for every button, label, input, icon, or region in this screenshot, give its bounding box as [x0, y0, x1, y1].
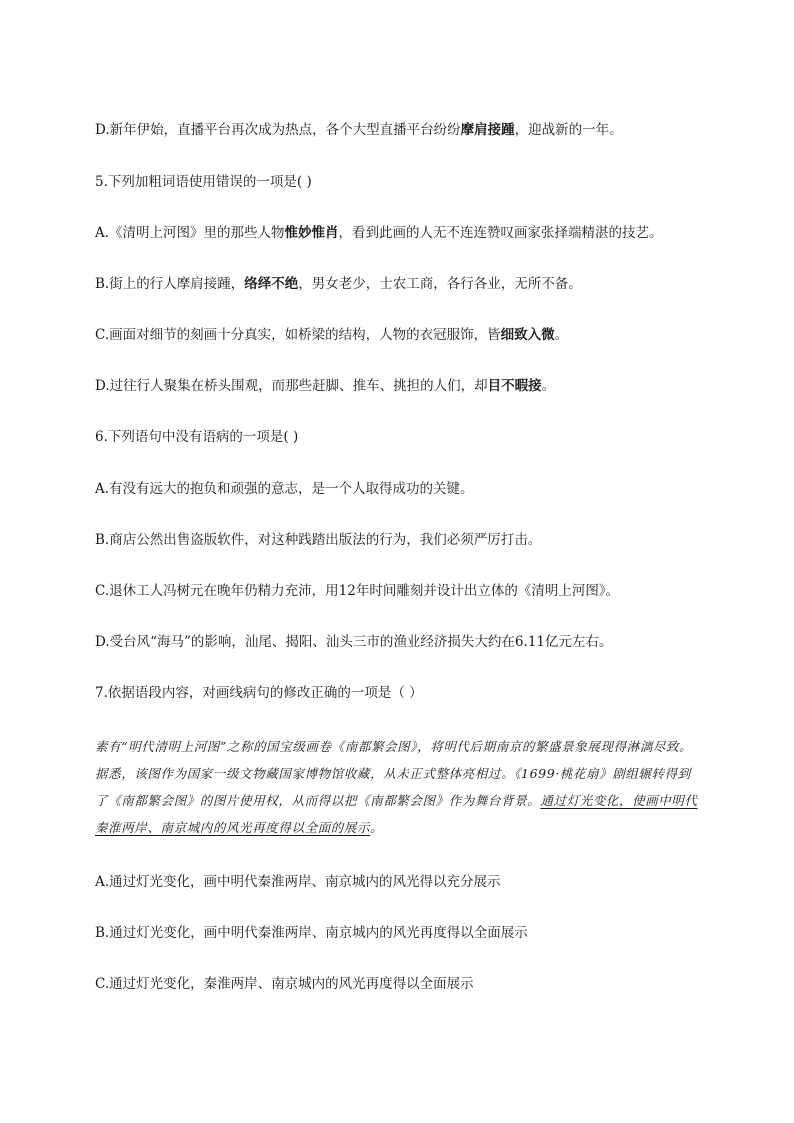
line-text: ，男女老少，士农工商，各行各业，无所不备。	[298, 276, 582, 292]
question-5-option-b	[95, 275, 734, 293]
bold-phrase: 络绎不绝	[244, 276, 299, 292]
line-text: ，迎战新的一年。	[514, 122, 623, 138]
passage-end: 。	[370, 820, 384, 835]
question-7-option-c	[95, 975, 734, 993]
bold-phrase: 惟妙惟肖	[284, 225, 339, 241]
line-text: B.街上的行人摩肩接踵，	[95, 276, 245, 292]
question-6-option-a	[95, 480, 734, 498]
line-text: D.新年伊始，直播平台再次成为热点，各个大型直播平台纷纷	[95, 122, 461, 138]
question-7-option-b	[95, 924, 734, 942]
line-text: C.退休工人冯树元在晚年仍精力充沛，用12年时间雕刻并设计出立体的《清明上河图》。	[95, 583, 620, 599]
line-text: 。	[541, 378, 556, 394]
passage-text: 素有“明代清明上河图”之称的国宝级画卷《南都繁会图》，将明代后期南京的繁盛景象展现得淋漓尽致。据悉，该图作为国家一级文物藏国家博物馆收藏，从未正式整体亮相过。《1699·桃花扇》剧组辗转得到了《南都繁会图》的图片使用权，从而得以把《南都繁会图》作为舞台背景。	[95, 739, 693, 808]
line-text: D.过往行人聚集在桥头围观，而那些赶脚、推车、挑担的人们，却	[95, 378, 488, 394]
line-text: ，看到此画的人无不连连赞叹画家张择端精湛的技艺。	[338, 225, 663, 241]
question-5-option-c	[95, 326, 734, 344]
bold-phrase: 目不暇接	[487, 378, 542, 394]
line-text: 。	[554, 327, 569, 343]
option-text: B.通过灯光变化，画中明代秦淮两岸、南京城内的风光再度得以全面展示	[95, 925, 528, 941]
question-6-stem	[95, 428, 734, 446]
line-text: A.《清明上河图》里的那些人物	[95, 225, 285, 241]
underlined-sentence: 通过灯光变化，使画中明代秦淮两岸、南京城内的风光再度得以全面的展示	[95, 793, 698, 835]
option-text: A.通过灯光变化，画中明代秦淮两岸、南京城内的风光得以充分展示	[95, 874, 501, 890]
line-text: D.受台风“海马”的影响，汕尾、揭阳、汕头三市的渔业经济损失大约在6.11亿元左右。	[95, 634, 613, 650]
line-text: 5.下列加粗词语使用错误的一项是( )	[95, 174, 312, 190]
question-7-stem	[95, 684, 734, 702]
line-text: A.有没有远大的抱负和顽强的意志，是一个人取得成功的关键。	[95, 481, 474, 497]
question-5-option-d	[95, 377, 734, 395]
question-7-option-a	[95, 873, 734, 891]
question-6-option-b	[95, 531, 734, 549]
line-text: 6.下列语句中没有语病的一项是( )	[95, 429, 299, 445]
option-text: C.通过灯光变化，秦淮两岸、南京城内的风光再度得以全面展示	[95, 976, 474, 992]
question-5-stem	[95, 173, 734, 191]
question-4-option-d	[95, 121, 734, 139]
bold-phrase: 摩肩接踵	[460, 122, 515, 138]
line-text: C.画面对细节的刻画十分真实，如桥梁的结构，人物的衣冠服饰，皆	[95, 327, 501, 343]
reading-passage	[95, 733, 700, 841]
line-text: 7.依据语段内容，对画线病句的修改正确的一项是（ ）	[95, 685, 423, 701]
question-5-option-a	[95, 224, 734, 242]
bold-phrase: 细致入微	[500, 327, 555, 343]
question-6-option-d	[95, 633, 734, 651]
question-6-option-c	[95, 582, 734, 600]
line-text: B.商店公然出售盗版软件，对这种践踏出版法的行为，我们必须严厉打击。	[95, 532, 542, 548]
